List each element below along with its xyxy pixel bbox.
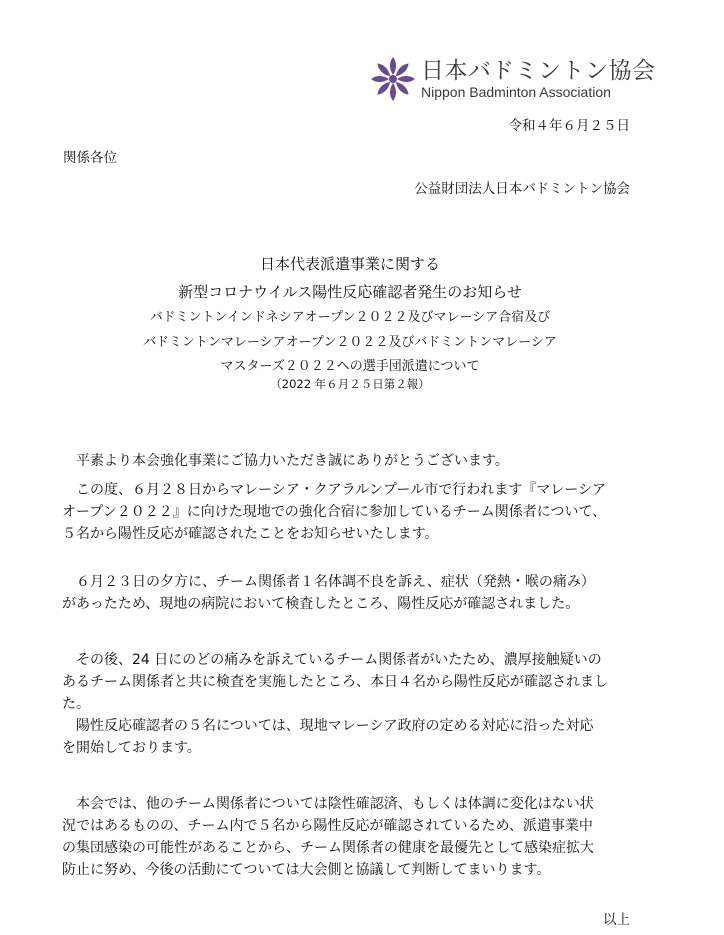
paragraph-3 [62, 571, 642, 615]
title-line-1: 日本代表派遣事業に関する [259, 255, 440, 273]
title-line-2: 新型コロナウイルス陽性反応確認者発生のお知らせ [178, 283, 522, 301]
paragraph-line: 平素より本会強化事業にご協力いただき誠にありがとうございます。 [62, 453, 509, 469]
closing-ijou: 以上 [603, 912, 630, 928]
addressee: 関係各位 [63, 150, 117, 166]
title-line-4: バドミントンマレーシアオープン２０２２及びバドミントンマレーシア [143, 335, 557, 350]
title-line-5: マスターズ２０２２への選手団派遣について [220, 359, 480, 374]
paragraph-2 [62, 479, 642, 545]
nba-logo [370, 56, 656, 106]
logo-org-name-ja: 日本バドミントン協会 [421, 58, 656, 84]
paragraph-line: オープン２０２２』に向けた現地での強化合宿に参加しているチーム関係者について、 [62, 504, 607, 520]
shuttlecock-flower-icon [370, 56, 416, 102]
title-line-6: （2022 年６月２５日第２報） [270, 377, 430, 391]
sender: 公益財団法人日本バドミントン協会 [414, 181, 630, 197]
paragraph-line: の集団感染の可能性があることから、チーム関係者の健康を最優先として感染症拡大 [62, 840, 594, 856]
paragraph-line: 本会では、他のチーム関係者については陰性確認済、もしくは体調に変化はない状 [62, 796, 594, 812]
paragraph-line: があったため、現地の病院において検査したところ、陽性反応が確認されました。 [62, 596, 580, 612]
paragraph-line: 陽性反応確認者の５名については、現地マレーシア政府の定める対応に沿った対応 [62, 718, 594, 734]
paragraph-line: を開始しております。 [62, 740, 201, 756]
paragraph-line: 防止に努め、今後の活動にてついては大会側と協議して判断してまいります。 [62, 862, 551, 878]
paragraph-line: この度、６月２８日からマレーシア・クアラルンプール市で行われます『マレーシア [62, 482, 606, 498]
document-date: 令和４年６月２５日 [508, 118, 630, 134]
paragraph-1 [62, 450, 642, 472]
logo-org-name-en: Nippon Badminton Association [421, 84, 611, 100]
paragraph-line: ５名から陽性反応が確認されたことをお知らせいたします。 [62, 526, 439, 542]
paragraph-line: ６月２３日の夕方に、チーム関係者１名体調不良を訴え、症状（発熱・喉の痛み） [62, 574, 595, 590]
paragraph-line: あるチーム関係者と共に検査を実施したところ、本日４名から陽性反応が確認されまし [62, 674, 608, 690]
paragraph-line: その後、24 日にのどの痛みを訴えているチーム関係者がいたため、濃厚接触疑いの [62, 652, 602, 668]
paragraph-5 [62, 793, 642, 881]
paragraph-4 [62, 649, 642, 759]
paragraph-line: た。 [62, 696, 90, 712]
paragraph-line: 況ではあるものの、チーム内で５名から陽性反応が確認されているため、派遣事業中 [62, 818, 593, 834]
title-line-3: バドミントンインドネシアオープン２０２２及びマレーシア合宿及び [149, 310, 551, 325]
